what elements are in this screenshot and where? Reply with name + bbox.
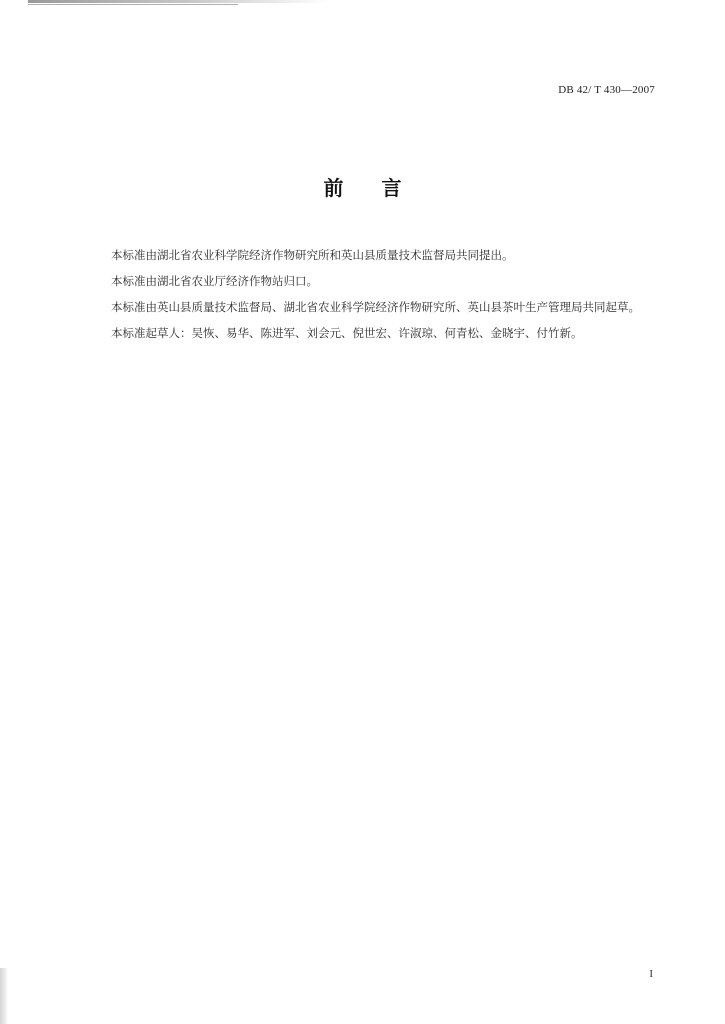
document-code: DB 42/ T 430—2007	[558, 84, 655, 96]
scan-artifact-top	[28, 0, 328, 3]
scan-artifact-left-edge	[0, 968, 8, 1024]
paragraph-drafters: 本标准起草人：吴恢、易华、陈进军、刘会元、倪世宏、许淑琼、何青松、金晓宇、付竹新。	[111, 326, 583, 340]
title-char-2: 言	[381, 176, 402, 200]
paragraph-proposer: 本标准由湖北省农业科学院经济作物研究所和英山县质量技术监督局共同提出。	[111, 248, 514, 262]
title-char-1: 前	[323, 176, 344, 200]
foreword-body	[88, 242, 658, 346]
paragraph-administrator: 本标准由湖北省农业厅经济作物站归口。	[111, 274, 318, 288]
paragraph-drafting-units: 本标准由英山县质量技术监督局、湖北省农业科学院经济作物研究所、英山县茶叶生产管理局共同起草。	[111, 300, 640, 314]
page-number: I	[649, 968, 653, 980]
page-title	[0, 172, 725, 201]
scan-artifact-top-thin	[28, 4, 238, 5]
